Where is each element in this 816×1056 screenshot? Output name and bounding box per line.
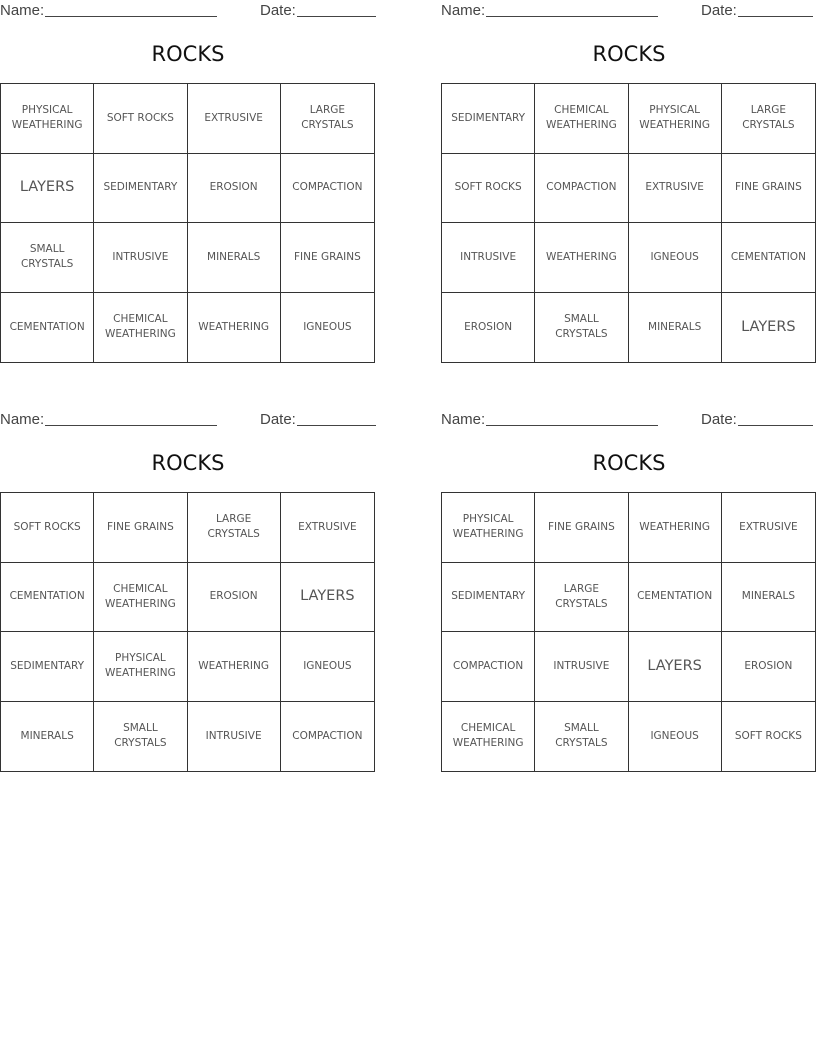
bingo-grid xyxy=(0,83,375,363)
bingo-grid xyxy=(0,492,375,772)
name-date-row xyxy=(0,0,376,20)
bingo-cell: SOFT ROCKS xyxy=(442,154,535,224)
date-label: Date: xyxy=(701,2,737,19)
bingo-cell: EXTRUSIVE xyxy=(722,493,815,563)
name-label: Name: xyxy=(0,411,45,428)
bingo-cell: COMPACTION xyxy=(535,154,628,224)
bingo-cell: PHYSICAL WEATHERING xyxy=(442,493,535,563)
bingo-cell: INTRUSIVE xyxy=(535,632,628,702)
name-date-row xyxy=(441,409,816,429)
bingo-cell: CHEMICAL WEATHERING xyxy=(94,293,187,363)
bingo-cell: WEATHERING xyxy=(629,493,722,563)
bingo-cell: FINE GRAINS xyxy=(722,154,815,224)
bingo-card-4 xyxy=(441,409,816,784)
bingo-cell: WEATHERING xyxy=(188,632,281,702)
bingo-cell: LAYERS xyxy=(629,632,722,702)
bingo-cell: MINERALS xyxy=(722,563,815,633)
bingo-cell: SOFT ROCKS xyxy=(94,84,187,154)
bingo-grid xyxy=(441,83,816,363)
bingo-cell: CHEMICAL WEATHERING xyxy=(94,563,187,633)
bingo-cell: LAYERS xyxy=(281,563,374,633)
bingo-cell: WEATHERING xyxy=(188,293,281,363)
bingo-cell: EROSION xyxy=(188,154,281,224)
name-line xyxy=(486,16,658,17)
name-label: Name: xyxy=(441,411,486,428)
bingo-cell: INTRUSIVE xyxy=(442,223,535,293)
bingo-cell: EROSION xyxy=(188,563,281,633)
bingo-cell: SOFT ROCKS xyxy=(1,493,94,563)
card-title: ROCKS xyxy=(151,42,225,66)
bingo-cell: LARGE CRYSTALS xyxy=(722,84,815,154)
bingo-cell: CEMENTATION xyxy=(1,563,94,633)
bingo-cell: INTRUSIVE xyxy=(188,702,281,772)
bingo-card-1 xyxy=(0,0,376,375)
bingo-cell: IGNEOUS xyxy=(303,320,352,333)
bingo-cell: FINE GRAINS xyxy=(94,493,187,563)
bingo-cell: SMALL CRYSTALS xyxy=(535,293,628,363)
bingo-cell: COMPACTION xyxy=(281,154,374,224)
name-label: Name: xyxy=(0,2,45,19)
bingo-cell: COMPACTION xyxy=(442,632,535,702)
bingo-cell: CHEMICAL WEATHERING xyxy=(535,84,628,154)
date-line xyxy=(738,425,813,426)
bingo-cell: SMALL CRYSTALS xyxy=(535,702,628,772)
bingo-cell: SOFT ROCKS xyxy=(734,729,802,742)
bingo-cell: EXTRUSIVE xyxy=(629,154,722,224)
bingo-cell: IGNEOUS xyxy=(629,702,722,772)
bingo-cell: EXTRUSIVE xyxy=(281,493,374,563)
bingo-cell: CEMENTATION xyxy=(629,563,722,633)
bingo-cell: IGNEOUS xyxy=(629,223,722,293)
bingo-cell: EXTRUSIVE xyxy=(188,84,281,154)
date-line xyxy=(297,16,376,17)
bingo-card-3 xyxy=(0,409,376,784)
name-date-row xyxy=(441,0,816,20)
bingo-cell: FINE GRAINS xyxy=(535,493,628,563)
date-line xyxy=(297,425,376,426)
bingo-cell: IGNEOUS xyxy=(281,632,374,702)
name-date-row xyxy=(0,409,376,429)
name-line xyxy=(486,425,658,426)
date-line xyxy=(738,16,813,17)
bingo-cell: CEMENTATION xyxy=(1,293,94,363)
bingo-cell: EROSION xyxy=(442,293,535,363)
card-title: ROCKS xyxy=(592,451,666,475)
bingo-cell: LAYERS xyxy=(741,318,796,335)
bingo-cell: CEMENTATION xyxy=(722,223,815,293)
card-title: ROCKS xyxy=(592,42,666,66)
date-label: Date: xyxy=(701,411,737,428)
name-label: Name: xyxy=(441,2,486,19)
bingo-cell: WEATHERING xyxy=(535,223,628,293)
bingo-cell: SEDIMENTARY xyxy=(94,154,187,224)
bingo-cell: FINE GRAINS xyxy=(281,223,374,293)
bingo-cell: MINERALS xyxy=(188,223,281,293)
bingo-cell: LARGE CRYSTALS xyxy=(281,84,374,154)
bingo-cell: PHYSICAL WEATHERING xyxy=(1,84,94,154)
bingo-cell: CHEMICAL WEATHERING xyxy=(442,702,535,772)
bingo-cell: COMPACTION xyxy=(292,729,363,742)
date-label: Date: xyxy=(260,2,296,19)
bingo-cell: EROSION xyxy=(722,632,815,702)
bingo-cell: SEDIMENTARY xyxy=(1,632,94,702)
card-title: ROCKS xyxy=(151,451,225,475)
bingo-cell: SEDIMENTARY xyxy=(442,563,535,633)
bingo-cell: MINERALS xyxy=(1,702,94,772)
date-label: Date: xyxy=(260,411,296,428)
bingo-cell: LAYERS xyxy=(1,154,94,224)
bingo-cell: LARGE CRYSTALS xyxy=(535,563,628,633)
name-line xyxy=(45,425,217,426)
bingo-cell: SMALL CRYSTALS xyxy=(1,223,94,293)
bingo-cell: SEDIMENTARY xyxy=(442,84,535,154)
bingo-cell: INTRUSIVE xyxy=(94,223,187,293)
bingo-card-2 xyxy=(441,0,816,375)
bingo-cell: PHYSICAL WEATHERING xyxy=(629,84,722,154)
name-line xyxy=(45,16,217,17)
bingo-cell: SMALL CRYSTALS xyxy=(94,702,187,772)
bingo-grid xyxy=(441,492,816,772)
bingo-cell: LARGE CRYSTALS xyxy=(188,493,281,563)
bingo-cell: PHYSICAL WEATHERING xyxy=(94,632,187,702)
bingo-cell: MINERALS xyxy=(629,293,722,363)
